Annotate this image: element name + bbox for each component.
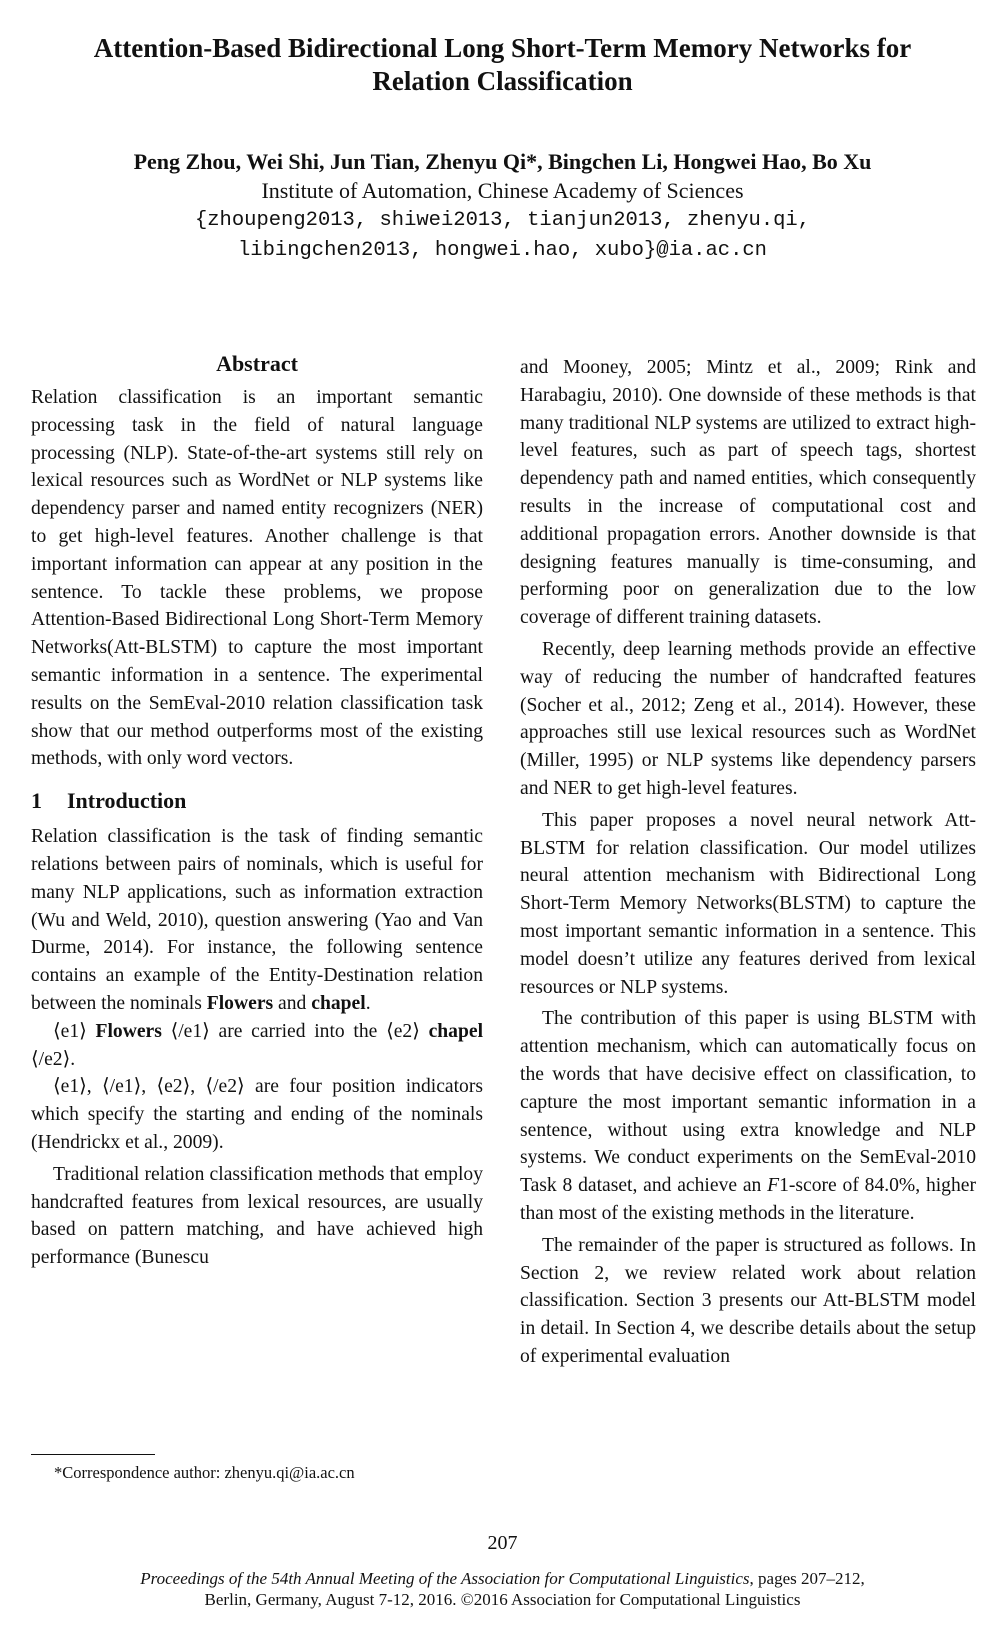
intro-paragraph-3: Traditional relation classification methods that employ handcrafted features from lexical resources, are usually based on pattern matching, and have achieved high performance (Bunescu: [31, 1163, 483, 1269]
intro-p1-end: .: [365, 992, 371, 1014]
intro-p1-and: and: [273, 992, 312, 1014]
right-paragraph-3: This paper proposes a novel neural network Att-BLSTM for relation classification. Our model utilizes neural attention mechanism with Bidirectional Long Short-Term Memory Networks(BLSTM) to capture the most important semantic information in a sentence. This model doesn’t utilize any features derived from lexical resources or NLP systems.: [520, 809, 976, 998]
footnote-rule: [31, 1454, 155, 1455]
example-e1-tag: ⟨e1⟩: [53, 1020, 96, 1042]
f1-symbol: F: [767, 1175, 780, 1197]
title-line-2: Relation Classification: [372, 66, 633, 96]
author-list: Peng Zhou, Wei Shi, Jun Tian, Zhenyu Qi*, Bingchen Li, Hongwei Hao, Bo Xu: [133, 149, 872, 174]
email-line-1: {zhoupeng2013, shiwei2013, tianjun2013, zhenyu.qi,: [194, 209, 811, 232]
section-number: 1: [31, 788, 42, 814]
right-column: [520, 354, 976, 1371]
proceedings-line-1: [0, 1568, 1005, 1589]
nominal-chapel: chapel: [311, 992, 366, 1014]
email-list: [0, 206, 1005, 266]
intro-p1-text: Relation classification is the task of finding semantic relations between pairs of nominals, which is useful for many NLP applications, such as information extraction (Wu and Weld, 2010), question answering (Yao and Van Durme, 2014). For instance, the following sentence contains an example of the Entity-Destination relation between the nominals: [31, 826, 483, 1014]
right-paragraph-5: The remainder of the paper is structured as follows. In Section 2, we review related work about relation classification. Section 3 presents our Att-BLSTM model in detail. In Section 4, we describe details about the setup of experimental evaluation: [520, 1234, 976, 1367]
right-paragraph-4: [520, 1005, 976, 1227]
abstract-text: Relation classification is an important semantic processing task in the field of natural language processing (NLP). State-of-the-art systems still rely on lexical resources such as WordNet or NLP systems like dependency parser and named entity recognizers (NER) to get high-level features. Another challenge is that important information can appear at any position in the sentence. To tackle these problems, we propose Attention-Based Bidirectional Long Short-Term Memory Networks(Att-BLSTM) to capture the most important semantic information in a sentence. The experimental results on the SemEval-2010 relation classification task show that our method outperforms most of the existing methods, with only word vectors.: [31, 387, 483, 770]
abstract-heading: Abstract: [216, 351, 298, 376]
email-line-2: libingchen2013, hongwei.hao, xubo}@ia.ac.cn: [238, 239, 767, 262]
proceedings-venue: Proceedings of the 54th Annual Meeting of the Association for Computational Linguistics: [140, 1569, 750, 1588]
intro-paragraph-2: ⟨e1⟩, ⟨/e1⟩, ⟨e2⟩, ⟨/e2⟩ are four position indicators which specify the starting and ending of the nominals (Hendrickx et al., 2009).: [31, 1076, 483, 1153]
proceedings-footer: [0, 1568, 1005, 1610]
right-paragraph-1: and Mooney, 2005; Mintz et al., 2009; Rink and Harabagiu, 2010). One downside of these methods is that many traditional NLP systems are utilized to extract high-level features, such as part of speech tags, shortest dependency path and named entities, which consequently results in the increase of computational cost and additional propagation errors. Another downside is that designing features manually is time-consuming, and performing poor on generalization due to the low coverage of different training datasets.: [520, 357, 976, 629]
intro-paragraph-1: [31, 823, 483, 1018]
section-heading-introduction: [31, 787, 483, 815]
example-flowers: Flowers: [95, 1020, 162, 1042]
footnote: *Correspondence author: zhenyu.qi@ia.ac.cn: [54, 1463, 355, 1482]
example-sentence: [31, 1018, 483, 1074]
contribution-score-text: 1-score of 84.0%, higher than most of the existing methods in the literature.: [520, 1175, 976, 1224]
example-chapel: chapel: [428, 1020, 484, 1042]
title-line-1: Attention-Based Bidirectional Long Short-Term Memory Networks for: [93, 33, 912, 63]
page-number: 207: [487, 1532, 518, 1554]
proceedings-pages: , pages 207–212,: [749, 1569, 865, 1588]
contribution-text: The contribution of this paper is using BLSTM with attention mechanism, which can automatically focus on the words that have decisive effect on classification, to capture the most important semantic information in a sentence, without using extra knowledge and NLP systems. We conduct experiments on the SemEval-2010 Task 8 dataset, and achieve an: [520, 1008, 976, 1197]
example-end: ⟨/e2⟩.: [31, 1048, 76, 1070]
right-paragraph-2: Recently, deep learning methods provide an effective way of reducing the number of handcrafted features (Socher et al., 2012; Zeng et al., 2014). However, these approaches still use lexical resources such as WordNet (Miller, 1995) or NLP systems like dependency parsers and NER to get high-level features.: [520, 638, 976, 799]
example-middle: ⟨/e1⟩ are carried into the ⟨e2⟩: [161, 1020, 429, 1042]
section-title: Introduction: [67, 788, 187, 814]
paper-title: [0, 32, 1005, 98]
left-column: [31, 350, 483, 1272]
affiliation: Institute of Automation, Chinese Academy of Sciences: [261, 178, 744, 203]
nominal-flowers: Flowers: [206, 992, 274, 1014]
proceedings-line-2: Berlin, Germany, August 7-12, 2016. ©2016 Association for Computational Linguistics: [204, 1590, 801, 1609]
